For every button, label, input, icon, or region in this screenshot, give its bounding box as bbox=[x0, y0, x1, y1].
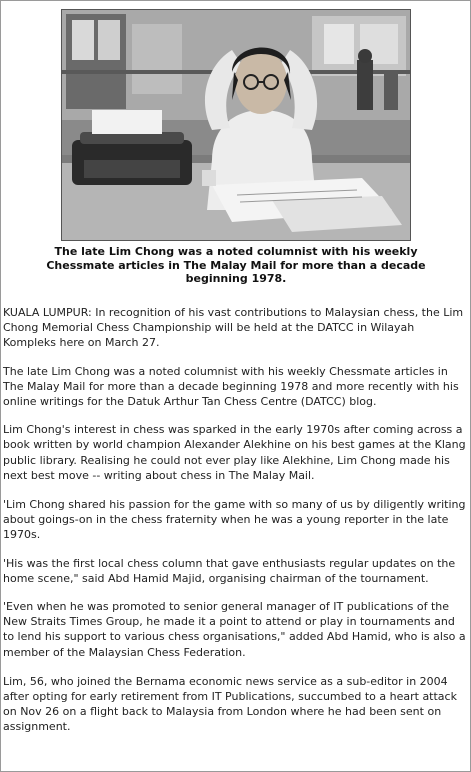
article-paragraph: KUALA LUMPUR: In recognition of his vast contributions to Malaysian chess, the Lim Chong Memorial Chess Championship will be held at the DATCC in Wilayah Kompleks here on March 27. bbox=[3, 306, 464, 350]
article-paragraph: Lim Chong's interest in chess was sparked in the early 1970s after coming across a book written by world champion Alexander Alekhine on his best games at the Klang public library. Realising he could not ever play like Alekhine, Lim Chong made his next best move -- writing about chess in The Malay Mail. bbox=[3, 423, 466, 482]
article-paragraph: 'His was the first local chess column that gave enthusiasts regular updates on the home scene," said Abd Hamid Majid, organising chairman of the tournament. bbox=[3, 556, 456, 585]
article-paragraph: Lim, 56, who joined the Bernama economic news service as a sub-editor in 2004 after opting for early retirement from IT Publications, succumbed to a heart attack on Nov 26 on a flight back to Malaysia from London where he had been sent on assignment. bbox=[3, 674, 457, 734]
article-paragraph: The late Lim Chong was a noted columnist with his weekly Chessmate articles in The Malay Mail for more than a decade beginning 1978 and more recently with his online writings for the Datuk Arthur Tan Chess Centre (DATCC) blog. bbox=[3, 364, 459, 409]
article-paragraph: 'Lim Chong shared his passion for the game with so many of us by diligently writing about goings-on in the chess fraternity when he was a young reporter in the late 1970s. bbox=[3, 498, 466, 542]
article-body bbox=[3, 305, 468, 748]
photo-caption: The late Lim Chong was a noted columnist with his weekly Chessmate articles in The Malay Mail for more than a decade beginning 1978. bbox=[46, 245, 426, 285]
article-paragraph: 'Even when he was promoted to senior general manager of IT publications of the New Straits Times Group, he made it a point to attend or play in tournaments and to lend his support to various chess organisations," added Abd Hamid, who is also a member of the Malaysian Chess Federation. bbox=[3, 600, 466, 659]
photo-man-at-typewriter-icon bbox=[62, 10, 410, 240]
article-photo bbox=[61, 9, 411, 241]
